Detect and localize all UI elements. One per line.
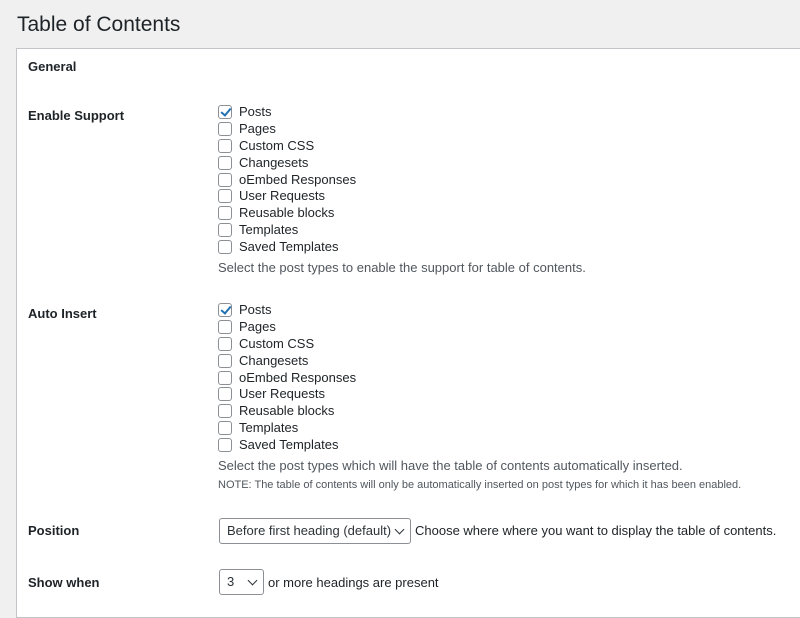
- chevron-down-icon: [248, 576, 258, 586]
- enable-support-option-label: Changesets: [239, 154, 309, 170]
- auto-insert-checkbox[interactable]: [218, 303, 232, 317]
- auto-insert-description: Select the post types which will have the table of contents automatically inserted.: [218, 458, 683, 474]
- position-description: Choose where where you want to display the table of contents.: [415, 523, 777, 538]
- auto-insert-options: [218, 302, 798, 453]
- auto-insert-option-label: oEmbed Responses: [239, 369, 357, 385]
- enable-support-option-label: oEmbed Responses: [239, 171, 357, 187]
- enable-support-option[interactable]: [218, 138, 798, 155]
- position-label: Position: [28, 523, 80, 538]
- enable-support-option[interactable]: [218, 171, 798, 188]
- enable-support-checkbox[interactable]: [218, 139, 232, 153]
- auto-insert-option[interactable]: [218, 369, 798, 386]
- page-title: Table of Contents: [17, 13, 181, 36]
- auto-insert-option[interactable]: [218, 403, 798, 420]
- position-select-value: Before first heading (default): [227, 523, 392, 538]
- auto-insert-option[interactable]: [218, 319, 798, 336]
- section-title: General: [28, 59, 77, 74]
- chevron-down-icon: [395, 525, 405, 535]
- position-select[interactable]: [219, 518, 411, 544]
- enable-support-checkbox[interactable]: [218, 173, 232, 187]
- auto-insert-option[interactable]: [218, 352, 798, 369]
- settings-panel: [16, 48, 800, 618]
- enable-support-checkbox[interactable]: [218, 189, 232, 203]
- auto-insert-label: Auto Insert: [28, 306, 97, 321]
- enable-support-option[interactable]: [218, 222, 798, 239]
- enable-support-option[interactable]: [218, 188, 798, 205]
- enable-support-description: Select the post types to enable the support for table of contents.: [218, 260, 586, 276]
- auto-insert-option[interactable]: [218, 336, 798, 353]
- enable-support-options: [218, 104, 798, 255]
- enable-support-checkbox[interactable]: [218, 156, 232, 170]
- enable-support-option-label: User Requests: [239, 188, 325, 204]
- auto-insert-checkbox[interactable]: [218, 337, 232, 351]
- auto-insert-option-label: Templates: [239, 419, 299, 435]
- enable-support-option[interactable]: [218, 104, 798, 121]
- auto-insert-option-label: Reusable blocks: [239, 403, 335, 419]
- enable-support-checkbox[interactable]: [218, 105, 232, 119]
- auto-insert-option[interactable]: [218, 436, 798, 453]
- enable-support-checklist: [218, 104, 798, 276]
- enable-support-option[interactable]: [218, 154, 798, 171]
- auto-insert-option[interactable]: [218, 386, 798, 403]
- auto-insert-option[interactable]: [218, 302, 798, 319]
- enable-support-checkbox[interactable]: [218, 240, 232, 254]
- auto-insert-option-label: User Requests: [239, 386, 325, 402]
- enable-support-checkbox[interactable]: [218, 223, 232, 237]
- auto-insert-option[interactable]: [218, 420, 798, 437]
- enable-support-option-label: Saved Templates: [239, 238, 339, 254]
- enable-support-option-label: Custom CSS: [239, 137, 315, 153]
- show-when-select-value: 3: [227, 574, 235, 589]
- enable-support-option-label: Reusable blocks: [239, 205, 335, 221]
- auto-insert-option-label: Saved Templates: [239, 436, 339, 452]
- auto-insert-option-label: Changesets: [239, 352, 309, 368]
- show-when-label: Show when: [28, 575, 100, 590]
- enable-support-option-label: Templates: [239, 221, 299, 237]
- auto-insert-checkbox[interactable]: [218, 320, 232, 334]
- auto-insert-checkbox[interactable]: [218, 387, 232, 401]
- show-when-select[interactable]: [219, 569, 264, 595]
- enable-support-checkbox[interactable]: [218, 206, 232, 220]
- auto-insert-checkbox[interactable]: [218, 404, 232, 418]
- auto-insert-checkbox[interactable]: [218, 354, 232, 368]
- auto-insert-note: NOTE: The table of contents will only be automatically inserted on post types for which it has been enabled.: [218, 479, 742, 492]
- auto-insert-checkbox[interactable]: [218, 421, 232, 435]
- enable-support-checkbox[interactable]: [218, 122, 232, 136]
- enable-support-label: Enable Support: [28, 108, 125, 123]
- enable-support-option[interactable]: [218, 121, 798, 138]
- auto-insert-option-label: Posts: [239, 302, 272, 318]
- show-when-description: or more headings are present: [268, 575, 439, 590]
- auto-insert-checkbox[interactable]: [218, 371, 232, 385]
- enable-support-option-label: Posts: [239, 104, 272, 120]
- enable-support-option[interactable]: [218, 205, 798, 222]
- auto-insert-option-label: Pages: [239, 319, 276, 335]
- auto-insert-checklist: [218, 302, 798, 492]
- auto-insert-checkbox[interactable]: [218, 438, 232, 452]
- auto-insert-option-label: Custom CSS: [239, 335, 315, 351]
- enable-support-option-label: Pages: [239, 121, 276, 137]
- enable-support-option[interactable]: [218, 238, 798, 255]
